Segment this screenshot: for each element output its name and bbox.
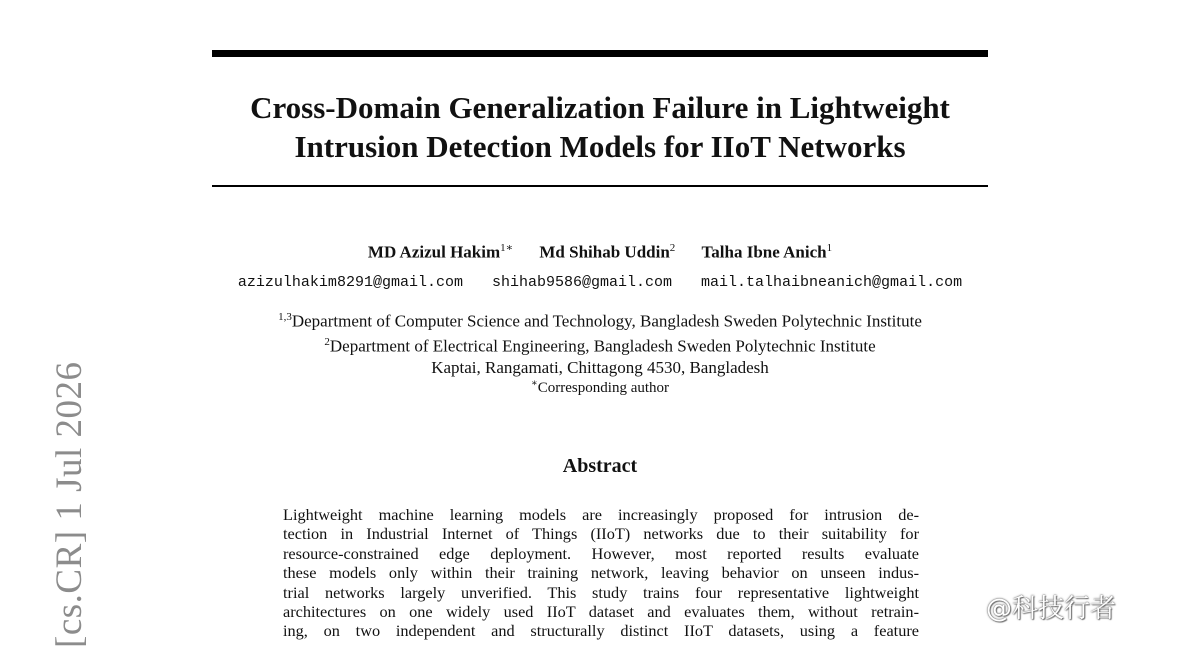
paper-title bbox=[150, 88, 1050, 166]
author-1 bbox=[368, 241, 513, 263]
abstract-line: architectures on one widely used IIoT dataset and evaluates them, without retrain- bbox=[283, 601, 919, 621]
author-2 bbox=[539, 242, 675, 263]
abstract-line: ing, on two independent and structurally distinct IIoT datasets, using a feature bbox=[283, 621, 919, 641]
abstract-line: resource-constrained edge deployment. However, most reported results evaluate bbox=[283, 543, 919, 563]
corresponding-note bbox=[150, 378, 1050, 397]
abstract-body bbox=[283, 505, 919, 641]
affiliation-1-text: Department of Computer Science and Technology, Bangladesh Sweden Polytechnic Institute bbox=[291, 311, 922, 331]
title-line-1: Cross-Domain Generalization Failure in Lightweight bbox=[250, 90, 950, 125]
affiliation-2-text: Department of Electrical Engineering, Bangladesh Sweden Polytechnic Institute bbox=[329, 336, 876, 356]
affiliation-2-mark: 2 bbox=[324, 336, 330, 349]
email-1: azizulhakim8291@gmail.com bbox=[237, 274, 463, 291]
watermark: @科技行者 bbox=[986, 594, 1117, 624]
title-rule bbox=[212, 185, 988, 187]
corresponding-text: Corresponding author bbox=[537, 380, 670, 396]
abstract-line: tection in Industrial Internet of Things (IIoT) networks due to their suitability for bbox=[283, 524, 919, 544]
affiliation-1 bbox=[150, 307, 1050, 332]
abstract-heading: Abstract bbox=[562, 455, 638, 477]
affiliation-2 bbox=[150, 332, 1050, 357]
affiliation-3-text: Kaptai, Rangamati, Chittagong 4530, Bangladesh bbox=[431, 358, 769, 378]
affiliation-1-mark: 1,3 bbox=[278, 311, 292, 323]
email-3: mail.talhaibneanich@gmail.com bbox=[701, 274, 963, 291]
abstract-line: these models only within their training network, leaving behavior on unseen indus- bbox=[283, 563, 919, 583]
author-2-name: Md Shihab Uddin bbox=[539, 242, 670, 262]
abstract-line: trial networks largely unverified. This study trains four representative lightweight bbox=[283, 582, 919, 602]
arxiv-stamp: [cs.CR] 1 Jul 2026 bbox=[49, 361, 90, 648]
affiliations bbox=[150, 307, 1050, 379]
author-list bbox=[150, 241, 1050, 263]
author-1-mark: 1∗ bbox=[500, 242, 514, 254]
author-3 bbox=[702, 242, 833, 263]
author-3-name: Talha Ibne Anich bbox=[701, 242, 827, 262]
corresponding-mark: ∗ bbox=[530, 378, 538, 389]
author-1-name: MD Azizul Hakim bbox=[367, 242, 501, 262]
author-2-mark: 2 bbox=[669, 242, 676, 254]
abstract-line: Lightweight machine learning models are increasingly proposed for intrusion de- bbox=[283, 505, 919, 524]
title-line-2: Intrusion Detection Models for IIoT Networks bbox=[294, 129, 906, 164]
author-3-mark: 1 bbox=[826, 242, 833, 254]
email-list bbox=[150, 274, 1050, 291]
affiliation-3 bbox=[150, 357, 1050, 379]
top-rule bbox=[212, 50, 988, 57]
email-2: shihab9586@gmail.com bbox=[491, 274, 673, 291]
